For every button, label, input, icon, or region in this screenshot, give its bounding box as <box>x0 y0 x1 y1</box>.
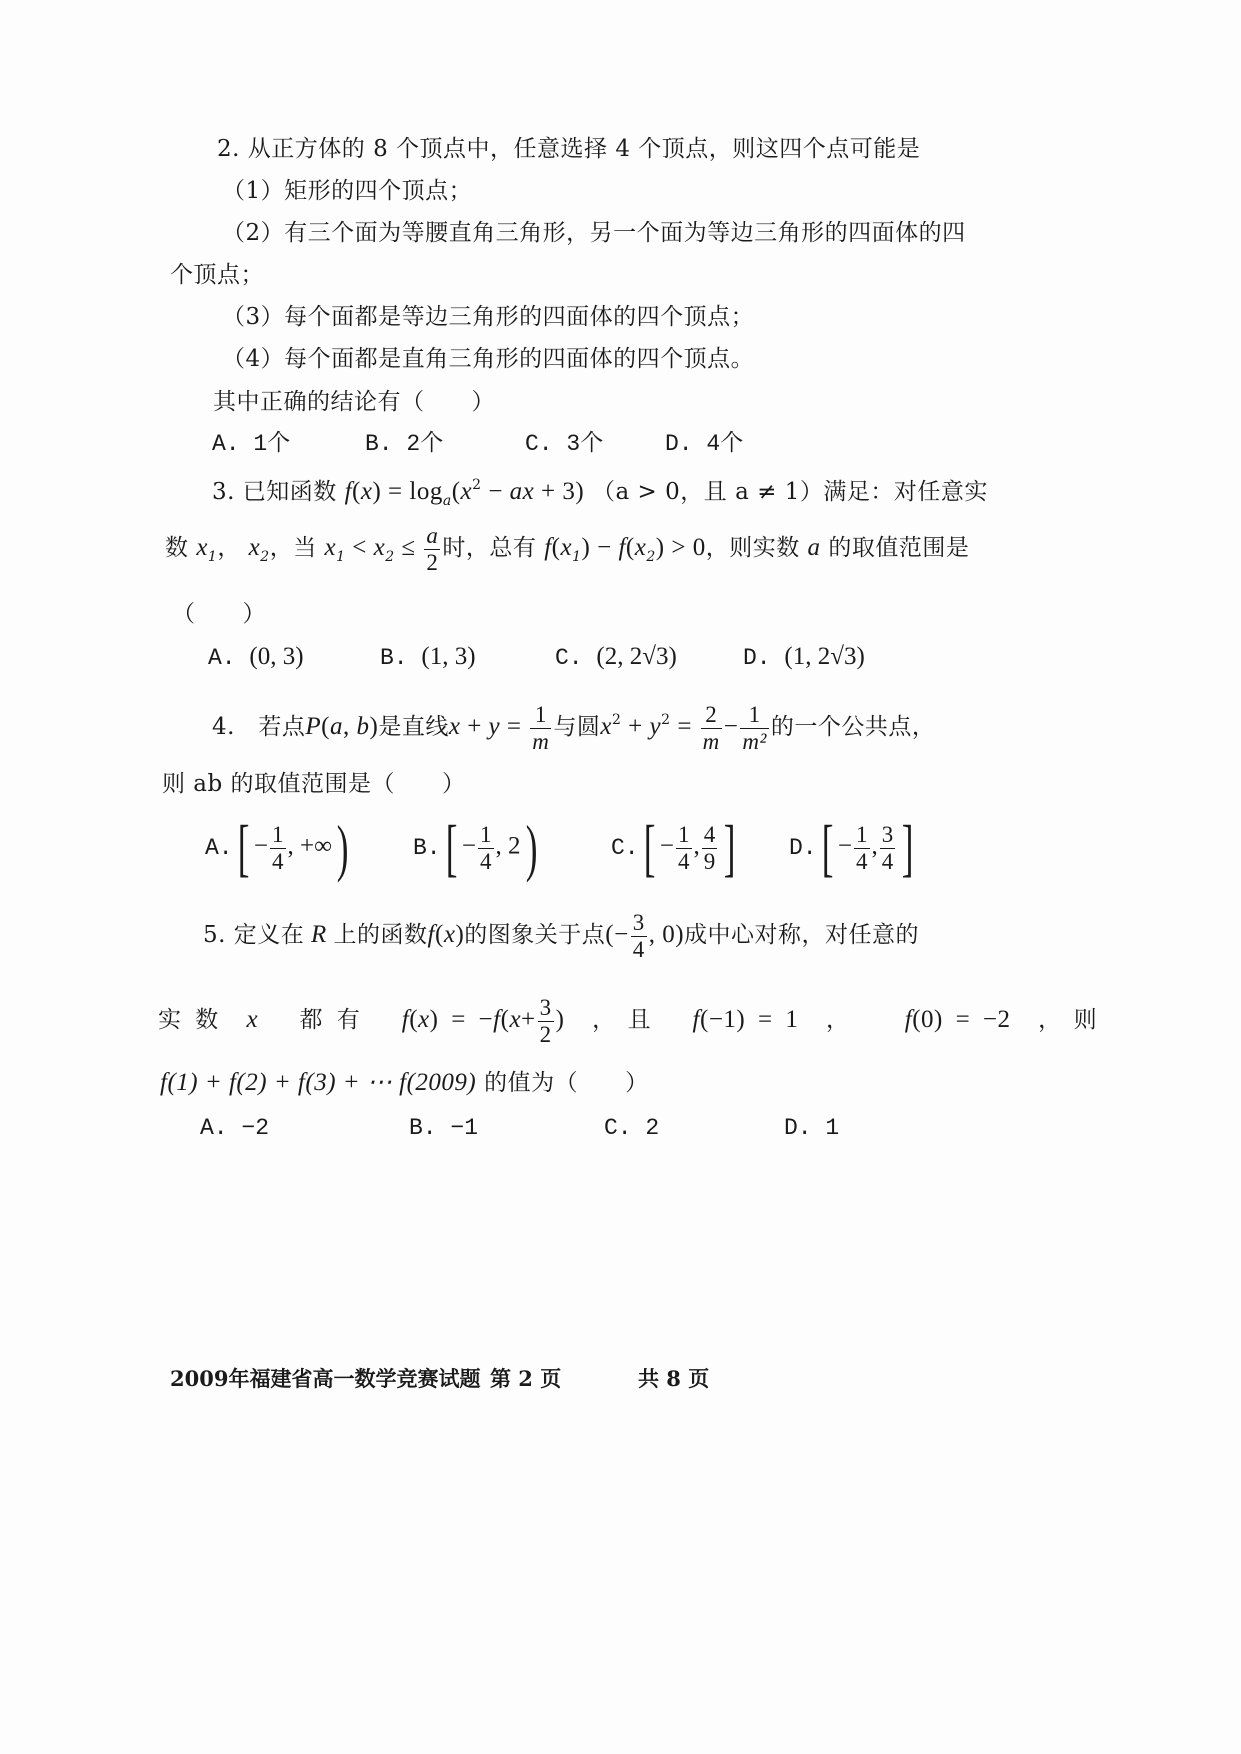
q4-option-a: A.[ − $\frac{1}{4}$ , +∞) <box>205 812 349 883</box>
q3-option-d: D. (1, 2√3) <box>743 643 865 671</box>
q3-stem-line1: 3. 已知函数 $f(x) = \log_a(x^2$ − ax + 3) （a > 0，且 a ≠ 1）满足：对任意实 <box>212 477 988 509</box>
footer-page-number: 第 2 页 <box>490 1366 562 1391</box>
text: 都 有 <box>299 1007 361 1033</box>
q5-stem-line1: 5. 定义在 R 上的函数f(x)的图象关于点(− $\frac{3}{4}$ , 0)成中心对称，对任意的 <box>203 909 920 962</box>
q4-option-b: B.[ − $\frac{1}{4}$ , 2) <box>413 812 538 883</box>
q4-option-d: D.[ − $\frac{1}{4}$ , $\frac{3}{4}$ ] <box>789 812 914 883</box>
text: 数 <box>165 535 189 561</box>
text: 实 数 <box>158 1007 219 1033</box>
q2-option-b: B. 2个 <box>365 431 444 457</box>
q2-statement-4: （4）每个面都是直角三角形的四面体的四个顶点。 <box>222 346 755 372</box>
fraction-3-over-4: $\frac{3}{4}$ <box>632 909 645 962</box>
text: 的一个公共点， <box>770 714 936 740</box>
text: 定义在 <box>233 922 305 948</box>
text: ， <box>825 1007 850 1033</box>
q4-stem: 4. 若点P(a, b)是直线x + y = $\frac{1}{m}$ 与圆$x^2 + y^2$ = $\frac{2}{m}$ − $\frac{1}{\text{m²}}$ 的一个公共点， <box>212 701 936 754</box>
q2-option-c: C. 3个 <box>525 431 604 457</box>
formula: f <box>344 478 353 505</box>
question-text: 从正方体的 8 个顶点中，任意选择 4 个顶点，则这四个点可能是 <box>247 136 921 162</box>
q3-prompt: （ ） <box>172 601 266 627</box>
q2-option-a: A. 1个 <box>212 431 291 457</box>
q2-prompt: 其中正确的结论有（ ） <box>213 389 495 415</box>
fraction-3-over-2: $\frac{3}{2}$ <box>539 994 552 1047</box>
q2-stem <box>217 134 920 164</box>
question-number: 4. <box>212 714 235 740</box>
q3-option-a: A. (0, 3) <box>208 643 304 671</box>
text: ， 且 <box>592 1007 652 1033</box>
condition-text: （a > 0，且 a ≠ 1）满足：对任意实 <box>592 479 988 505</box>
fraction-1-over-m: $\frac{1}{m}$ <box>532 701 550 754</box>
fraction-a-over-2: $\frac{a}{2}$ <box>426 522 439 575</box>
footer-title: 2009年福建省高一数学竞赛试题 <box>170 1366 481 1391</box>
text: 的值为（ ） <box>484 1070 649 1096</box>
q5-option-c: C. 2 <box>604 1115 660 1141</box>
q5-option-b: B. −1 <box>409 1115 479 1141</box>
text: 的取值范围是 <box>828 535 970 561</box>
q4-option-c: C.[ − $\frac{1}{4}$ , $\frac{4}{9}$ ] <box>611 812 736 883</box>
q3-option-c: C. (2, 2√3) <box>555 643 677 671</box>
sum-expression: f(1) + f(2) + f(3) + ⋯ f(2009) <box>160 1069 477 1096</box>
text: 若点 <box>258 714 306 740</box>
q2-statement-2-cont: 个顶点； <box>170 262 264 288</box>
q5-option-a: A. −2 <box>200 1115 270 1141</box>
q2-statement-2: （2）有三个面为等腰直角三角形，另一个面为等边三角形的四面体的四 <box>222 220 966 246</box>
q5-option-d: D. 1 <box>784 1115 840 1141</box>
text: 上的函数 <box>333 922 428 948</box>
q3-stem-line2: 数 $x_1$， $x_2$，当 $x_1 < x_2$ ≤ $\frac{a}{2}$ 时，总有 $f(x_1) - f(x_2) > 0$，则实数 a 的取值范围是 <box>165 522 970 575</box>
q5-stem-line3 <box>160 1068 649 1098</box>
text: 是直线 <box>378 714 449 740</box>
q2-statement-1: （1）矩形的四个顶点； <box>222 178 473 204</box>
q5-stem-line2: 实 数 x 都 有 f(x) = −f(x+ $\frac{3}{2}$ ) ， 且 f(−1) = 1 ， f(0) = −2 ， 则 <box>158 994 1098 1047</box>
text: 成中心对称，对任意的 <box>684 922 920 948</box>
text: 时，总有 <box>442 535 537 561</box>
q3-option-b: B. (1, 3) <box>380 643 476 671</box>
question-number: 5. <box>203 922 226 948</box>
text: 与圆 <box>553 714 601 740</box>
question-number: 3. <box>212 479 235 505</box>
q2-statement-3: （3）每个面都是等边三角形的四面体的四个顶点； <box>222 304 755 330</box>
footer-total-pages: 共 8 页 <box>638 1366 710 1391</box>
text: ，则实数 <box>705 535 800 561</box>
text: 的图象关于点 <box>464 922 606 948</box>
question-text: 已知函数 <box>242 479 337 505</box>
question-number: 2. <box>217 136 240 162</box>
fraction-1-over-m2: $\frac{1}{\text{m²}}$ <box>742 701 767 754</box>
q4-prompt: 则 ab 的取值范围是（ ） <box>162 771 466 797</box>
q2-option-d: D. 4个 <box>665 431 744 457</box>
fraction-2-over-m: $\frac{2}{m}$ <box>702 701 720 754</box>
text: ， 则 <box>1038 1007 1098 1033</box>
